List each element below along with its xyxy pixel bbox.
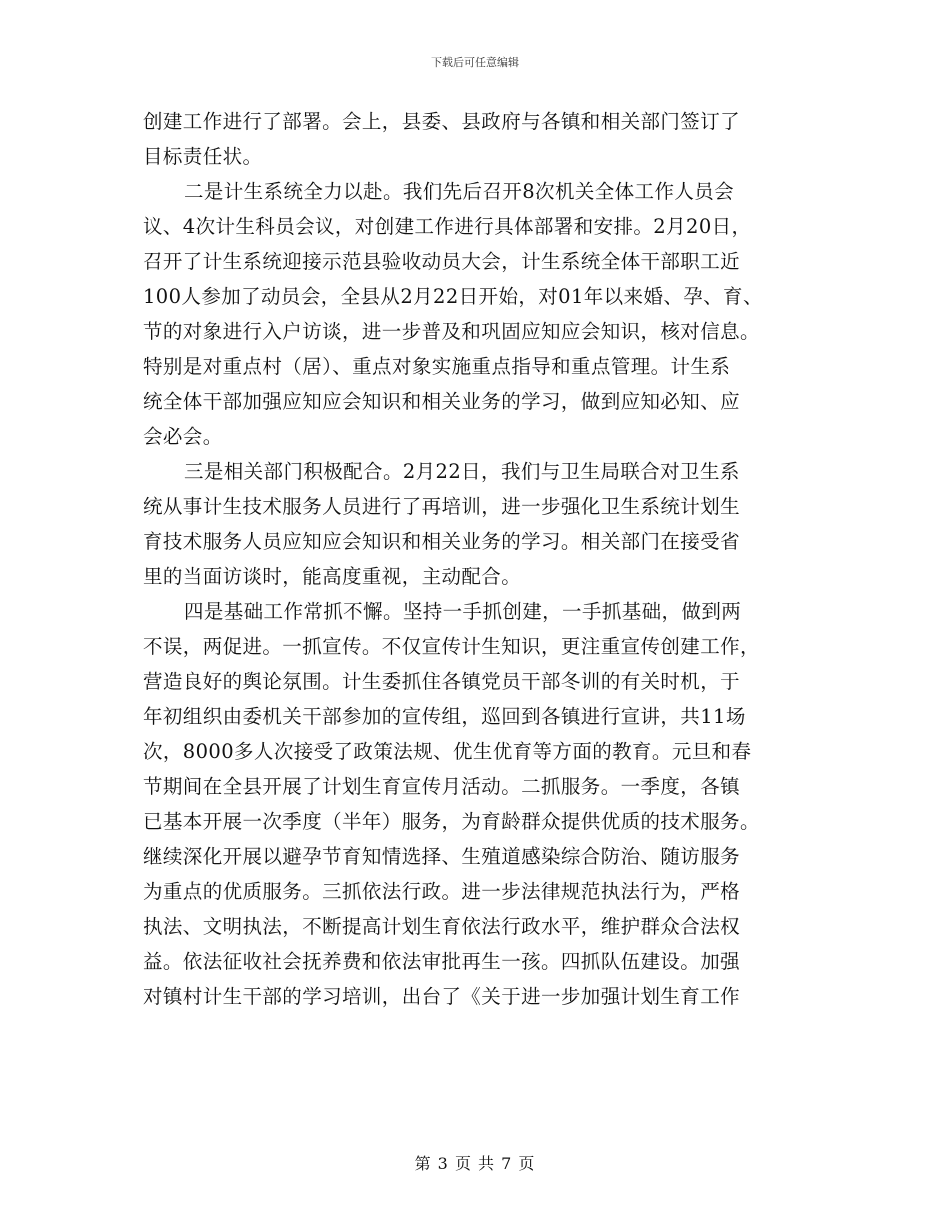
- page-header: 下载后可任意编辑: [431, 56, 519, 69]
- text-line: 会必会。: [143, 425, 223, 448]
- page-number: 第 3 页 共 7 页: [414, 1154, 536, 1173]
- document-body: [143, 104, 823, 1014]
- text-line: 100人参加了动员会，全县从2月22日开始，对01年以来婚、孕、育、: [143, 285, 763, 308]
- text-line: 三是相关部门积极配合。2月22日，我们与卫生局联合对卫生系: [183, 460, 740, 483]
- text-line: 目标责任状。: [143, 145, 263, 168]
- text-line: 召开了计生系统迎接示范县验收动员大会，计生系统全体干部职工近: [143, 250, 741, 273]
- text-line: 二是计生系统全力以赴。我们先后召开8次机关全体工作人员会: [183, 180, 735, 203]
- text-line: 次，8000多人次接受了政策法规、优生优育等方面的教育。元旦和春: [143, 740, 752, 763]
- text-line: 四是基础工作常抓不懈。坚持一手抓创建，一手抓基础，做到两: [183, 600, 742, 623]
- text-line: 为重点的优质服务。三抓依法行政。进一步法律规范执法行为，严格: [143, 880, 741, 903]
- text-line: 已基本开展一次季度（半年）服务，为育龄群众提供优质的技术服务。: [143, 810, 760, 833]
- text-line: 统从事计生技术服务人员进行了再培训，进一步强化卫生系统计划生: [143, 495, 741, 518]
- text-line: 议、4次计生科员会议，对创建工作进行具体部署和安排。2月20日，: [143, 215, 752, 238]
- text-line: 里的当面访谈时，能高度重视，主动配合。: [143, 565, 522, 588]
- text-line: 育技术服务人员应知应会知识和相关业务的学习。相关部门在接受省: [143, 530, 741, 553]
- text-line: 益。依法征收社会抚养费和依法审批再生一孩。四抓队伍建设。加强: [143, 950, 741, 973]
- text-line: 年初组织由委机关干部参加的宣传组，巡回到各镇进行宣讲，共11场: [143, 705, 746, 728]
- text-line: 节的对象进行入户访谈，进一步普及和巩固应知应会知识，核对信息。: [143, 320, 760, 343]
- text-line: 执法、文明执法，不断提高计划生育依法行政水平，维护群众合法权: [143, 915, 741, 938]
- text-line: 统全体干部加强应知应会知识和相关业务的学习，做到应知必知、应: [143, 390, 741, 413]
- text-line: 继续深化开展以避孕节育知情选择、生殖道感染综合防治、随访服务: [143, 845, 741, 868]
- text-line: 不误，两促进。一抓宣传。不仅宣传计生知识，更注重宣传创建工作，: [143, 635, 760, 658]
- text-line: 营造良好的舆论氛围。计生委抓住各镇党员干部冬训的有关时机，于: [143, 670, 741, 693]
- text-line: 对镇村计生干部的学习培训，出台了《关于进一步加强计划生育工作: [143, 985, 741, 1008]
- text-line: 创建工作进行了部署。会上，县委、县政府与各镇和相关部门签订了: [143, 110, 741, 133]
- text-line: 特别是对重点村（居）、重点对象实施重点指导和重点管理。计生系: [143, 355, 731, 378]
- text-line: 节期间在全县开展了计划生育宣传月活动。二抓服务。一季度，各镇: [143, 775, 741, 798]
